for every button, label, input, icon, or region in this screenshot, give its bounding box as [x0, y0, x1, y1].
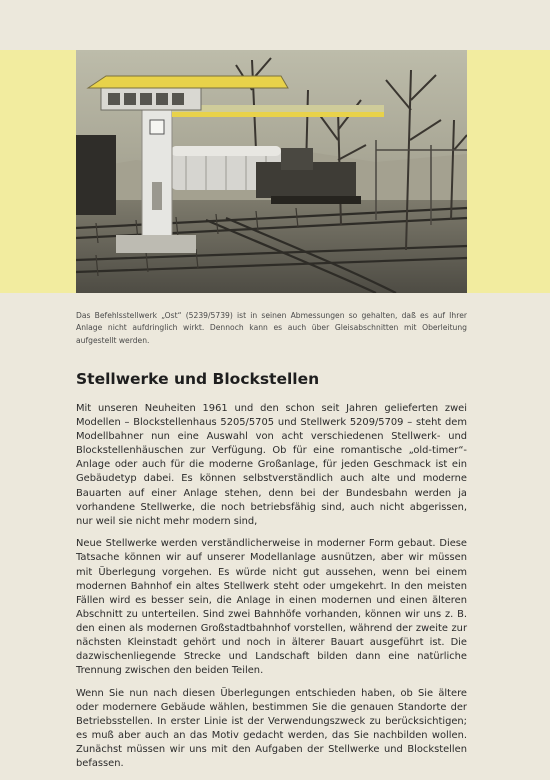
paragraph-1: Mit unseren Neuheiten 1961 und den schon seit Jahren gelieferten zwei Modellen – Blockstellenhaus 5205/5705 und Stellwerk 5209/5709 – steht dem Modellbahner nun eine Auswahl von acht verschiedenen Stellwerk- und Blockstellenhäuschen zur Verfügung. Ob für eine romantische „old-timer“-Anlage oder auch für die moderne Großanlage, für jeden Geschmack ist ein Gebäudetyp dabei. Es können selbstverständlich auch alte und moderne Bauarten auf einer Anlage stehen, denn bei der Bundesbahn werden ja vorhandene Stellwerke, die noch betriebsfähig sind, auch nicht abgerissen, nur weil sie nicht mehr modern sind,	[76, 403, 467, 527]
body-text	[76, 402, 467, 780]
photo-caption: Das Befehlsstellwerk „Ost“ (5239/5739) ist in seinen Abmessungen so gehalten, daß es auf Ihrer Anlage nicht aufdringlich wirkt. Dennoch kann es auch über Gleisabschnitten mit Oberleitung aufgestellt werden.	[76, 311, 467, 345]
signal-box-photo-illustration	[76, 50, 467, 293]
model-railway-photo	[76, 50, 467, 293]
paragraph-3: Wenn Sie nun nach diesen Überlegungen entschieden haben, ob Sie ältere oder modernere Gebäude wählen, bestimmen Sie die genauen Standorte der Betriebsstellen. In erster Linie ist der Verwendungszweck zu berücksichtigen; es muß aber auch an das Motiv gedacht werden, das Sie nachbilden wollen. Zunächst müssen wir uns mit den Aufgaben der Stellwerke und Blockstellen befassen.	[76, 687, 467, 770]
paragraph-2: Neue Stellwerke werden verständlicherweise in moderner Form gebaut. Diese Tatsache können wir auf unserer Modellanlage ausnützen, aber wir müssen mit Überlegung vorgehen. Es würde nicht gut aussehen, wenn bei einem modernen Bahnhof ein altes Stellwerk steht oder umgekehrt. In den meisten Fällen wird es besser sein, die Anlage in einen modernen und einen älteren Abschnitt zu unterteilen. Sind zwei Bahnhöfe vorhanden, können wir uns z. B. den einen als modernen Großstadtbahnhof vorstellen, während der zweite zur nächsten Kleinstadt gehört und noch in älterer Bauart ausgeführt ist. Die dazwischenliegende Strecke und Landschaft bilden dann eine natürliche Trennung zwischen den beiden Teilen.	[76, 538, 467, 677]
section-heading: Stellwerke und Blockstellen	[76, 370, 320, 388]
